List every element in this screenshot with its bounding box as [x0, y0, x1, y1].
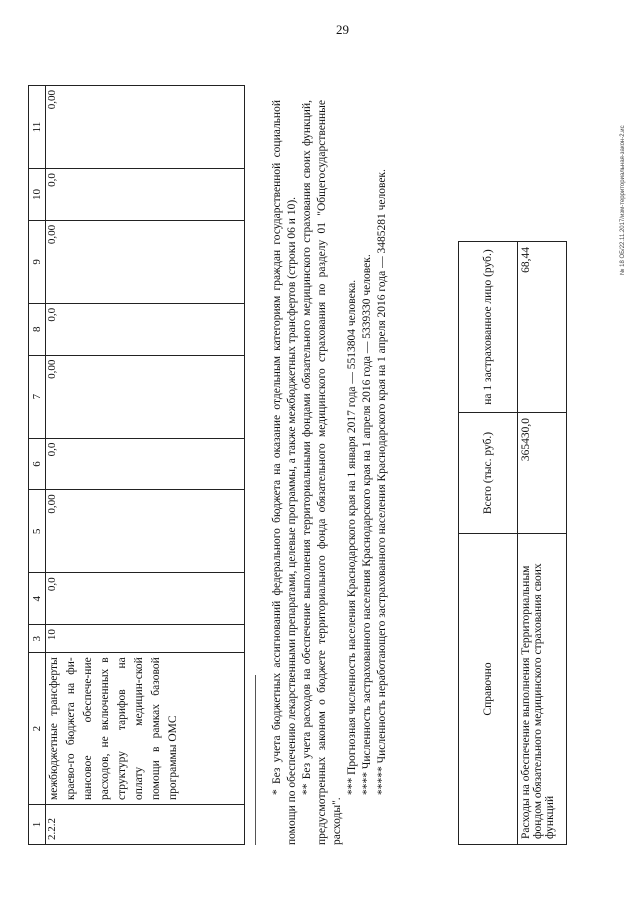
col-header: 9	[29, 220, 46, 303]
main-table	[28, 85, 245, 845]
row-code: 2.2.2	[46, 805, 245, 845]
footer-filename: № 18 ОБ/22.11.2017/изм-территориальная-закон-2.ис	[620, 125, 626, 275]
cell-col10: 0,0	[46, 169, 245, 221]
col-header: 4	[29, 573, 46, 625]
reference-title: Справочно	[459, 534, 518, 845]
cell-col5: 0,00	[46, 490, 245, 573]
reference-per-person-header: на 1 застрахованное лицо (руб.)	[459, 242, 518, 413]
rotated-page-content	[0, 45, 640, 905]
footnote-divider	[255, 675, 256, 845]
reference-row	[518, 242, 567, 845]
footnote-1: * Без учета бюджетных ассигнований федерального бюджета на оказание отдельным категориям граждан государственной социальной помощи по обеспечению лекарственными препаратами, целевые программы, а также межбюджетных трансфертов (строки 06 и 10).	[271, 100, 298, 845]
content-area	[28, 85, 390, 845]
reference-label: Расходы на обеспечение выполнения Территориальным фондом обязательного медицинского страхования своих функций	[518, 534, 567, 845]
col-header: 10	[29, 169, 46, 221]
col-header: 11	[29, 86, 46, 169]
col-header: 5	[29, 490, 46, 573]
cell-col4: 0,0	[46, 573, 245, 625]
col-header: 3	[29, 625, 46, 653]
cell-col11: 0,00	[46, 86, 245, 169]
reference-total-header: Всего (тыс. руб.)	[459, 413, 518, 534]
col-header: 7	[29, 355, 46, 438]
cell-col7: 0,00	[46, 355, 245, 438]
cell-col6: 0,0	[46, 438, 245, 490]
page-number: 29	[336, 22, 349, 37]
cell-col3: 10	[46, 625, 245, 653]
reference-header-row	[459, 242, 518, 845]
col-header: 8	[29, 303, 46, 355]
cell-col9: 0,00	[46, 220, 245, 303]
reference-per-person: 68,44	[518, 242, 567, 413]
reference-total: 365430,0	[518, 413, 567, 534]
footnote-2: ** Без учета расходов на обеспечение выполнения территориальными фондами обязательного медицинского страхования своих функций, предусмотренных законом о бюджете территориального фонда обязательного медицинского страхования по разделу 01 "Общегосударственные расходы".	[301, 100, 343, 845]
row-description: межбюджетные трансферты краево-го бюджета на фи-нансовое обеспече-ние расходов, не включенных в структуру тарифов на оплату медицин-ской помощи в рамках базовой программы ОМС	[46, 653, 245, 805]
footnote-3: *** Прогнозная численность населения Краснодарского края на 1 января 2017 года — 5513804 человека.	[346, 279, 358, 795]
cell-col8: 0,0	[46, 303, 245, 355]
col-header: 6	[29, 438, 46, 490]
col-header: 1	[29, 805, 46, 845]
reference-table	[458, 241, 567, 845]
footnote-4: **** Численность застрахованного населения Краснодарского края на 1 апреля 2016 года — 5339330 человек.	[361, 254, 373, 795]
table-row	[46, 86, 245, 845]
col-header: 2	[29, 653, 46, 805]
table-header-row	[29, 86, 46, 845]
footnotes	[270, 100, 390, 845]
footnote-5: ***** Численность неработающего застрахованного населения Краснодарского края на 1 апреля 2016 года — 3485281 человек.	[376, 169, 388, 795]
